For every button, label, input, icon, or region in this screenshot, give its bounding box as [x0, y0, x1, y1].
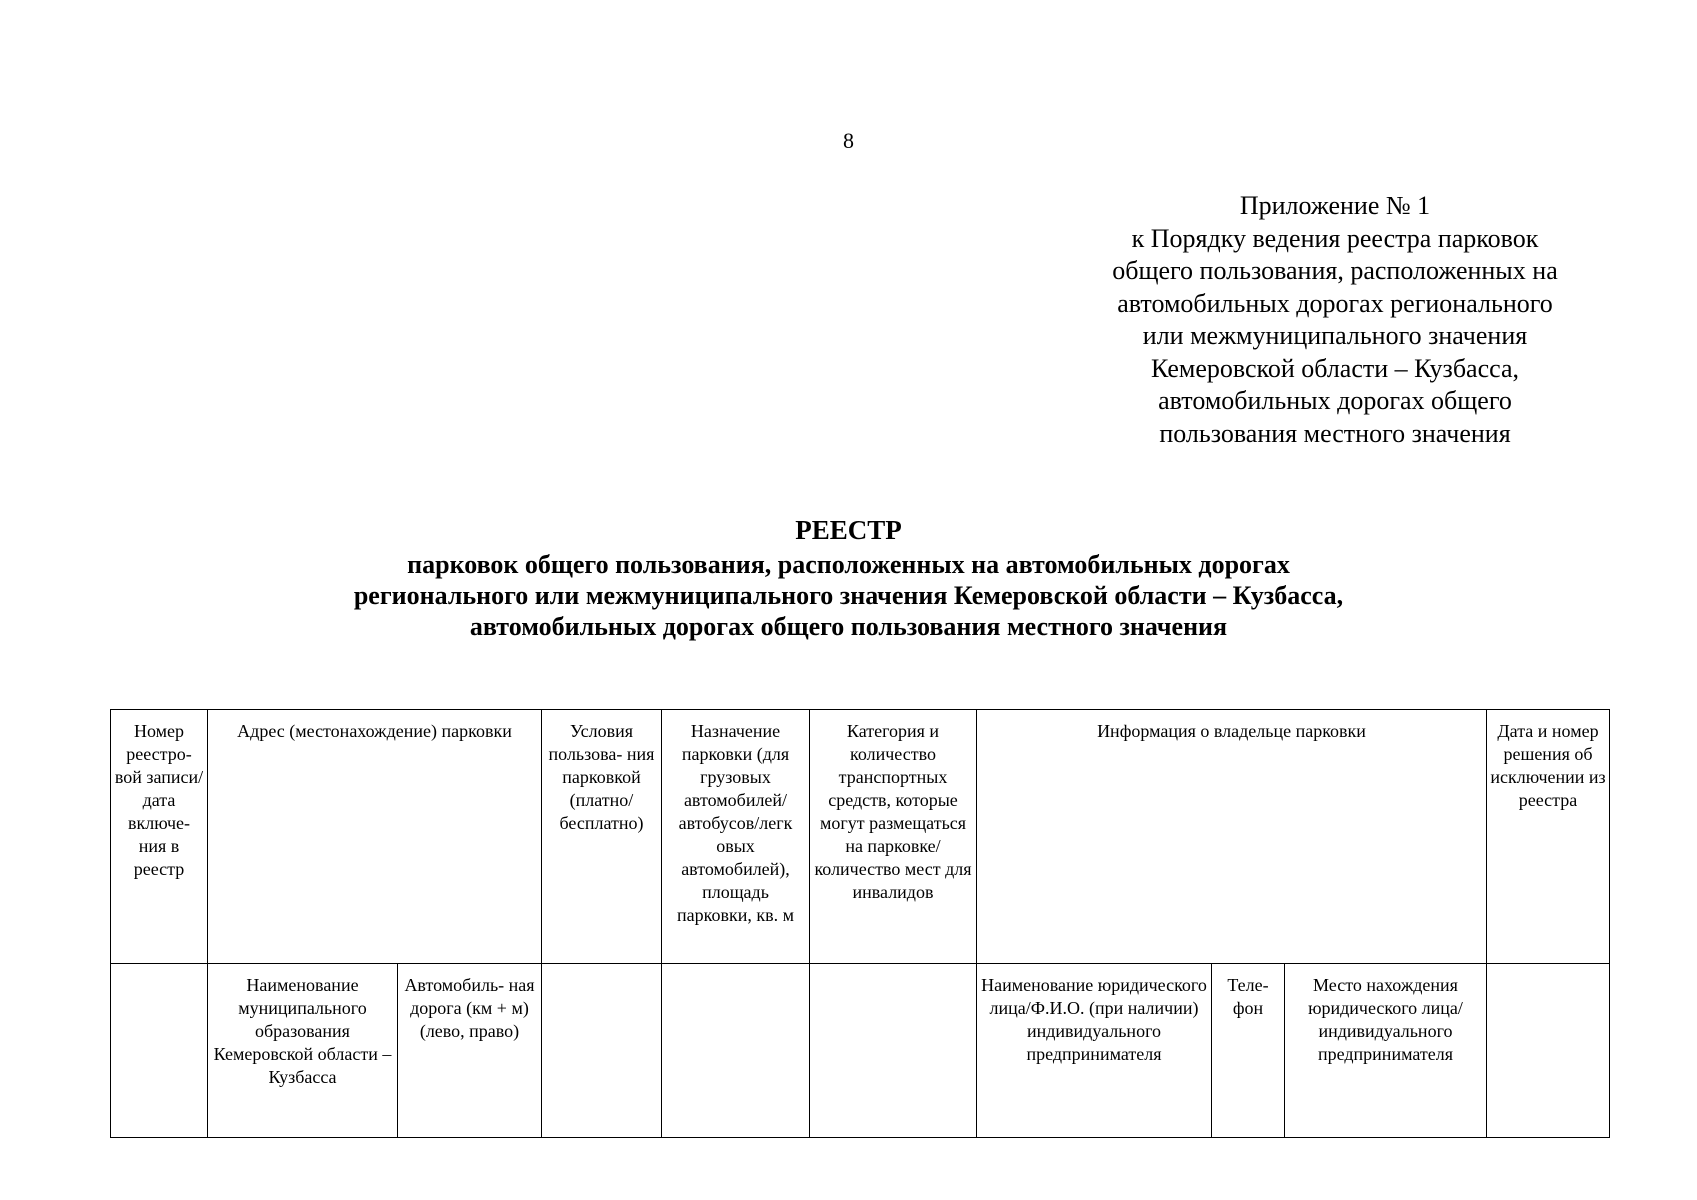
- header-record-number: Номер реестро- вой записи/ дата включе- ния в реестр: [111, 710, 208, 964]
- header-category: Категория и количество транспортных средств, которые могут размещаться на парковке/ количество мест для инвалидов: [810, 710, 977, 964]
- page-number: 8: [843, 128, 854, 153]
- title-main: РЕЕСТР: [795, 515, 902, 545]
- document-title: [0, 515, 1697, 642]
- subheader-owner-name: Наименование юридического лица/Ф.И.О. (при наличии) индивидуального предпринимателя: [977, 964, 1212, 1138]
- subheader-empty: [662, 964, 810, 1138]
- subheader-empty: [1487, 964, 1610, 1138]
- subheader-empty: [810, 964, 977, 1138]
- header-owner-info: Информация о владельце парковки: [977, 710, 1487, 964]
- title-line: парковок общего пользования, расположенных на автомобильных дорогах: [407, 550, 1290, 579]
- appendix-line: автомобильных дорогах регионального: [1117, 288, 1553, 318]
- appendix-line: к Порядку ведения реестра парковок: [1131, 223, 1539, 253]
- appendix-line: или межмуниципального значения: [1142, 321, 1528, 350]
- appendix-line: Кемеровской области – Кузбасса,: [1150, 353, 1520, 383]
- subheader-empty: [111, 964, 208, 1138]
- registry-table: [110, 709, 1610, 1138]
- title-line: регионального или межмуниципального значения Кемеровской области – Кузбасса,: [353, 581, 1344, 610]
- subheader-empty: [542, 964, 662, 1138]
- subheader-phone: Теле- фон: [1212, 964, 1285, 1138]
- header-address: Адрес (местонахождение) парковки: [208, 710, 542, 964]
- header-exclusion: Дата и номер решения об исключении из реестра: [1487, 710, 1610, 964]
- subheader-municipality: Наименование муниципального образования Кемеровской области – Кузбасса: [208, 964, 398, 1138]
- table-header-row: [111, 710, 1610, 964]
- appendix-note: [1085, 190, 1585, 450]
- appendix-line: пользования местного значения: [1159, 418, 1511, 448]
- appendix-line: общего пользования, расположенных на: [1112, 256, 1558, 285]
- table-subheader-row: [111, 964, 1610, 1138]
- title-line: автомобильных дорогах общего пользования местного значения: [469, 612, 1228, 641]
- header-usage-terms: Условия пользова- ния парковкой (платно/ бесплатно): [542, 710, 662, 964]
- subheader-owner-location: Место нахождения юридического лица/ индивидуального предпринимателя: [1285, 964, 1487, 1138]
- appendix-line: Приложение № 1: [1239, 191, 1431, 220]
- subheader-road: Автомобиль- ная дорога (км + м) (лево, право): [398, 964, 542, 1138]
- header-purpose: Назначение парковки (для грузовых автомобилей/ автобусов/легк овых автомобилей), площадь парковки, кв. м: [662, 710, 810, 964]
- appendix-line: автомобильных дорогах общего: [1158, 386, 1512, 415]
